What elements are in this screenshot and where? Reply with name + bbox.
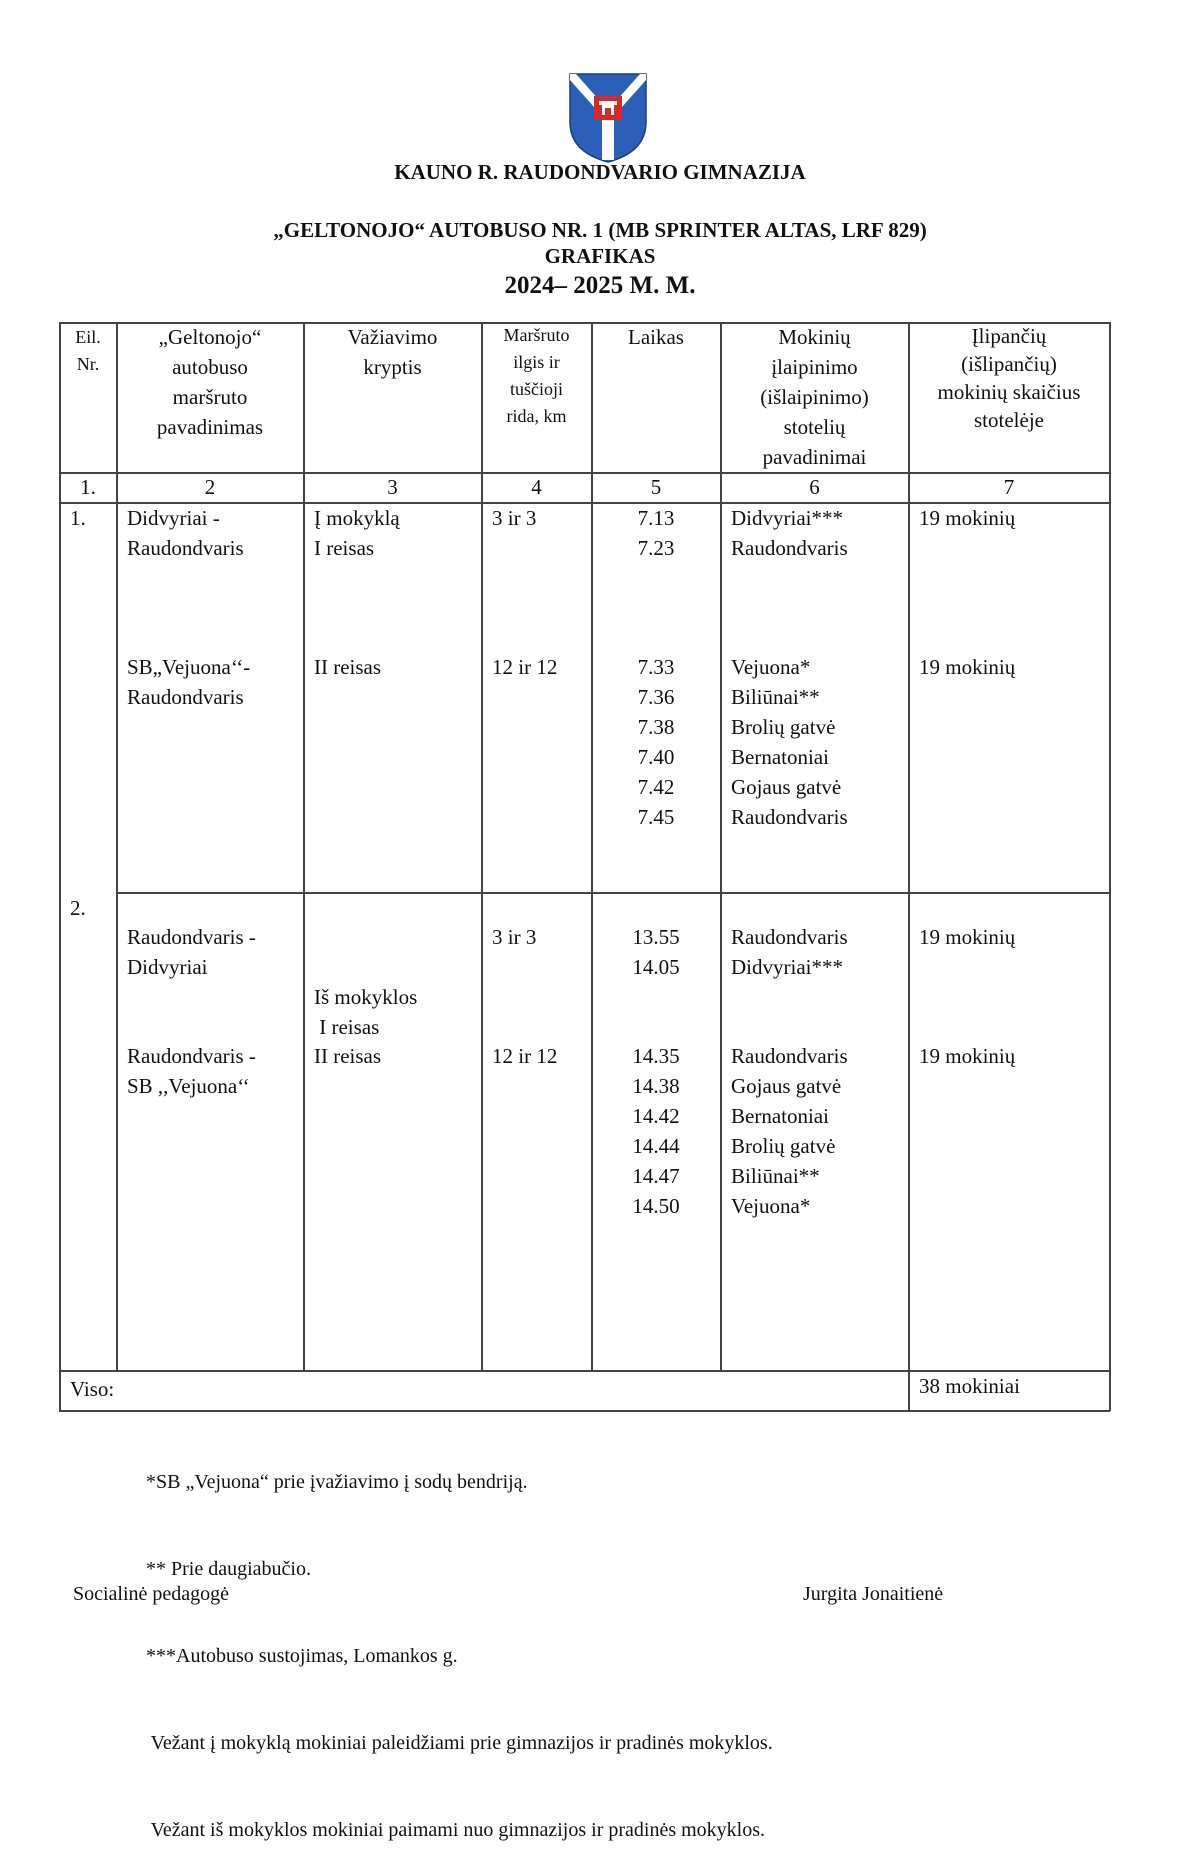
table-row-direction: II reisas [314,655,382,679]
signature-role: Socialinė pedagogė [73,1583,230,1605]
column-number: 5 [650,475,662,499]
table-row-students: 19 mokinių [919,1044,1016,1068]
column-number: 1. [80,475,96,499]
document-title: „GELTONOJO“ AUTOBUSO NR. 1 (MB SPRINTER ALTAS, LRF 829) [273,218,927,242]
table-row-times: 13.55 14.05 [632,925,680,979]
table-row-route: Raudondvaris - SB ,,Vejuona‘‘ [127,1044,256,1098]
header-direction: Važiavimo kryptis [347,325,438,379]
row-number: 2. [70,896,86,920]
table-row-distance: 12 ir 12 [492,1044,558,1068]
footnotes: *SB „Vejuona“ prie įvažiavimo į sodų bendriją. ** Prie daugiabučio. ***Autobuso sustojimas, Lomankos g. Vežant į mokyklą mokiniai paleidžiami prie gimnazijos ir pradinės mokyklos. Vežant iš mokyklos mokiniai paimami nuo gimnazijos ir pradinės mokyklos. [146,1471,773,1841]
header-route-name: „Geltonojo“ autobuso maršruto pavadinimas [156,325,264,439]
table-row-distance: 12 ir 12 [492,655,558,679]
column-number: 2 [204,475,216,499]
header-stops: Mokinių įlaipinimo (išlaipinimo) stotelių pavadinimai [760,325,869,469]
table-row-stops: Raudondvaris Gojaus gatvė Bernatoniai Brolių gatvė Biliūnai** Vejuona* [731,1044,848,1218]
table-row-route: SB„Vejuona‘‘- Raudondvaris [127,655,251,709]
table-row-route: Didvyriai - Raudondvaris [127,506,244,560]
signature-name: Jurgita Jonaitienė [803,1583,944,1605]
header-students: Įlipančių (išlipančių) mokinių skaičius stotelėje [937,324,1081,432]
table-row-times: 7.13 7.23 [637,506,675,560]
table-row-students: 19 mokinių [919,506,1016,530]
table-row-times: 14.35 14.38 14.42 14.44 14.47 14.50 [632,1044,680,1218]
row-number: 1. [70,506,86,530]
table-row-times: 7.33 7.36 7.38 7.40 7.42 7.45 [637,655,675,829]
table-row-students: 19 mokinių [919,925,1016,949]
column-number: 4 [531,475,542,499]
column-number: 7 [1003,475,1015,499]
header-nr: Eil. Nr. [75,327,101,374]
table-row-stops: Vejuona* Biliūnai** Brolių gatvė Bernatoniai Gojaus gatvė Raudondvaris [731,655,848,829]
table-row-stops: Didvyriai*** Raudondvaris [731,506,848,560]
column-number: 3 [387,475,398,499]
table-row-stops: Raudondvaris Didvyriai*** [731,925,848,979]
table-row-direction: Iš mokyklos I reisas [314,985,418,1039]
header-distance: Maršruto ilgis ir tuščioji rida, km [503,325,570,426]
total-label: Viso: [70,1377,115,1401]
table-row-route: Raudondvaris - Didvyriai [127,925,256,979]
table-row-distance: 3 ir 3 [492,925,537,949]
table-row-distance: 3 ir 3 [492,506,537,530]
table-row-direction: Į mokyklą I reisas [314,506,400,560]
total-value: 38 mokiniai [919,1374,1020,1398]
school-name: KAUNO R. RAUDONDVARIO GIMNAZIJA [394,160,806,184]
school-crest-logo [568,72,648,164]
header-time: Laikas [628,325,684,349]
column-number: 6 [809,475,820,499]
table-row-direction: II reisas [314,1044,382,1068]
document-subtitle: GRAFIKAS [544,244,656,268]
school-year: 2024– 2025 M. M. [504,272,696,299]
table-row-students: 19 mokinių [919,655,1016,679]
